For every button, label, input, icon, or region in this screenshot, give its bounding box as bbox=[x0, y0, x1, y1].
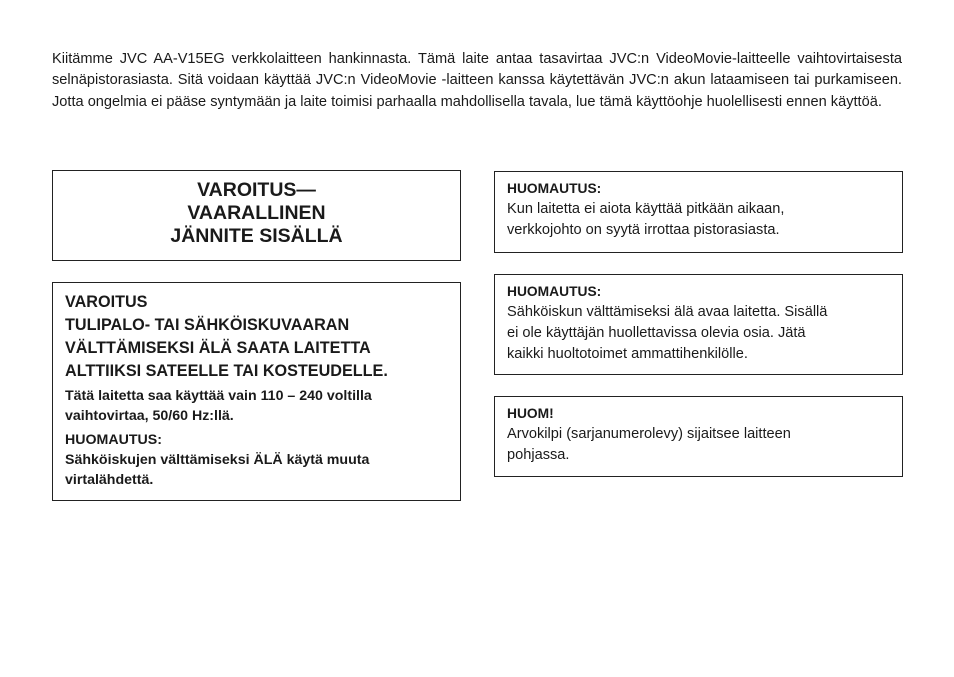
voltage-requirement-text: Tätä laitetta saa käyttää vain 110 – 240 voltilla vaihtovirtaa, 50/60 Hz:llä. bbox=[65, 388, 372, 424]
warning-heading-line: TULIPALO- TAI SÄHKÖISKUVAARAN bbox=[65, 316, 350, 334]
note-line: Sähköiskun välttämiseksi älä avaa laitetta. Sisällä bbox=[507, 304, 828, 320]
warning-heading-line: ALTTIIKSI SATEELLE TAI KOSTEUDELLE. bbox=[65, 362, 388, 380]
note-heading: HUOM! bbox=[507, 406, 554, 421]
note-heading: HUOMAUTUS: bbox=[507, 284, 602, 299]
warning-title-line: VAARALLINEN bbox=[187, 202, 326, 224]
note-line: pohjassa. bbox=[507, 447, 570, 463]
note-line: ei ole käyttäjän huollettavissa olevia osia. Jätä bbox=[507, 325, 806, 341]
power-source-note-text: Sähköiskujen välttämiseksi ÄLÄ käytä muuta virtalähdettä. bbox=[65, 452, 370, 488]
do-not-open-note-box bbox=[494, 274, 903, 375]
warning-heading-line: VÄLTTÄMISEKSI ÄLÄ SAATA LAITETTA bbox=[65, 339, 371, 357]
rating-plate-note-box bbox=[494, 396, 903, 477]
note-line: Arvokilpi (sarjanumerolevy) sijaitsee laitteen bbox=[507, 426, 791, 442]
warning-title-line: JÄNNITE SISÄLLÄ bbox=[170, 225, 343, 247]
warning-title-line: VAROITUS— bbox=[197, 179, 316, 201]
fire-shock-warning-box bbox=[52, 282, 461, 501]
note-heading: HUOMAUTUS: bbox=[65, 432, 162, 448]
note-line: kaikki huoltotoimet ammattihenkilölle. bbox=[507, 346, 748, 362]
note-heading: HUOMAUTUS: bbox=[507, 181, 602, 196]
unplug-note-box bbox=[494, 171, 903, 253]
note-line: verkkojohto on syytä irrottaa pistorasiasta. bbox=[507, 222, 780, 238]
intro-paragraph: Kiitämme JVC AA-V15EG verkkolaitteen hankinnasta. Tämä laite antaa tasavirtaa JVC:n VideoMovie-laitteelle vaihtovirtaisesta selnäpistorasiasta. Sitä voidaan käyttää JVC:n VideoMovie -laitteen kanssa käytettävän JVC:n akun lataamiseen tai purkamiseen. Jotta ongelmia ei pääse syntymään ja laite toimisi parhaalla mahdollisella tavala, lue tämä käyttöohje huolellisesti ennen käyttöä. bbox=[52, 51, 902, 110]
note-line: Kun laitetta ei aiota käyttää pitkään aikaan, bbox=[507, 201, 785, 217]
warning-heading-line: VAROITUS bbox=[65, 293, 148, 311]
voltage-warning-box bbox=[52, 170, 461, 261]
